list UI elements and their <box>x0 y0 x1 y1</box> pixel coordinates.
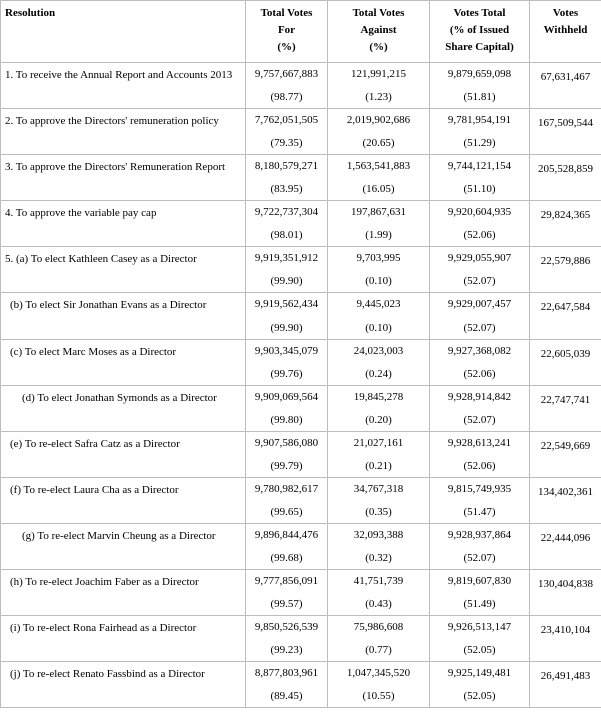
votes-withheld-cell: 167,509,544 <box>530 109 601 155</box>
table-row <box>1 247 601 293</box>
header-votes-against-line1: Total Votes <box>352 7 405 19</box>
votes-withheld-cell: 26,491,483 <box>530 662 601 708</box>
resolution-cell: (g) To re-elect Marvin Cheung as a Director <box>1 523 246 569</box>
votes-against-cell: 75,986,608 (0.77) <box>328 616 430 662</box>
votes-against-cell: 1,047,345,520 (10.55) <box>328 662 430 708</box>
header-votes-for-line3: (%) <box>277 41 296 54</box>
votes-withheld-cell: 23,410,104 <box>530 616 601 662</box>
header-votes-total <box>430 1 530 63</box>
header-row <box>1 1 601 63</box>
table-row <box>1 477 601 523</box>
votes-against-cell: 21,027,161 (0.21) <box>328 431 430 477</box>
votes-total-cell: 9,815,749,935 (51.47) <box>430 477 530 523</box>
votes-for-cell: 9,722,737,304 (98.01) <box>246 201 328 247</box>
table-row <box>1 339 601 385</box>
votes-for-cell: 8,180,579,271 (83.95) <box>246 155 328 201</box>
votes-withheld-cell: 134,402,361 <box>530 477 601 523</box>
votes-for-cell: 9,850,526,539 (99.23) <box>246 616 328 662</box>
votes-against-cell: 34,767,318 (0.35) <box>328 477 430 523</box>
votes-total-cell: 9,929,055,907 (52.07) <box>430 247 530 293</box>
table-row <box>1 63 601 109</box>
votes-total-cell: 9,744,121,154 (51.10) <box>430 155 530 201</box>
votes-total-cell: 9,926,513,147 (52.05) <box>430 616 530 662</box>
header-votes-total-line2: (% of Issued <box>449 24 510 37</box>
votes-withheld-cell: 67,631,467 <box>530 63 601 109</box>
votes-withheld-cell: 22,647,584 <box>530 293 601 339</box>
resolution-cell: (c) To elect Marc Moses as a Director <box>1 339 246 385</box>
header-votes-against <box>328 1 430 63</box>
header-votes-for-line2: For <box>277 24 296 37</box>
votes-total-cell: 9,928,914,842 (52.07) <box>430 385 530 431</box>
votes-for-cell: 8,877,803,961 (89.45) <box>246 662 328 708</box>
votes-against-cell: 9,445,023 (0.10) <box>328 293 430 339</box>
header-votes-withheld <box>530 1 601 63</box>
header-votes-withheld-line1: Votes <box>552 7 579 19</box>
votes-for-cell: 9,909,069,564 (99.80) <box>246 385 328 431</box>
table-row <box>1 523 601 569</box>
votes-against-cell: 1,563,541,883 (16.05) <box>328 155 430 201</box>
votes-for-cell: 9,919,351,912 (99.90) <box>246 247 328 293</box>
header-votes-withheld-line2: Withheld <box>543 24 588 37</box>
resolution-cell: 5. (a) To elect Kathleen Casey as a Director <box>1 247 246 293</box>
resolution-cell: (f) To re-elect Laura Cha as a Director <box>1 477 246 523</box>
resolution-cell: 1. To receive the Annual Report and Accounts 2013 <box>1 63 246 109</box>
table-row <box>1 662 601 708</box>
votes-total-cell: 9,929,007,457 (52.07) <box>430 293 530 339</box>
votes-against-cell: 121,991,215 (1.23) <box>328 63 430 109</box>
votes-total-cell: 9,927,368,082 (52.06) <box>430 339 530 385</box>
votes-against-cell: 2,019,902,686 (20.65) <box>328 109 430 155</box>
header-votes-for <box>246 1 328 63</box>
table-row <box>1 385 601 431</box>
resolution-cell: 4. To approve the variable pay cap <box>1 201 246 247</box>
resolution-cell: (j) To re-elect Renato Fassbind as a Director <box>1 662 246 708</box>
table-row <box>1 109 601 155</box>
votes-for-cell: 9,757,667,883 (98.77) <box>246 63 328 109</box>
header-votes-total-line3: Share Capital) <box>445 41 514 54</box>
votes-total-cell: 9,781,954,191 (51.29) <box>430 109 530 155</box>
header-votes-for-line1: Total Votes <box>260 7 313 19</box>
table-row <box>1 293 601 339</box>
votes-withheld-cell: 22,579,886 <box>530 247 601 293</box>
table-row <box>1 616 601 662</box>
table-row <box>1 155 601 201</box>
votes-against-cell: 19,845,278 (0.20) <box>328 385 430 431</box>
votes-total-cell: 9,819,607,830 (51.49) <box>430 570 530 616</box>
table-row <box>1 201 601 247</box>
votes-withheld-cell: 22,605,039 <box>530 339 601 385</box>
votes-for-cell: 9,896,844,476 (99.68) <box>246 523 328 569</box>
table-row <box>1 570 601 616</box>
votes-total-cell: 9,925,149,481 (52.05) <box>430 662 530 708</box>
votes-for-cell: 9,903,345,079 (99.76) <box>246 339 328 385</box>
votes-withheld-cell: 22,549,669 <box>530 431 601 477</box>
resolution-cell: (b) To elect Sir Jonathan Evans as a Director <box>1 293 246 339</box>
votes-withheld-cell: 205,528,859 <box>530 155 601 201</box>
votes-withheld-cell: 22,747,741 <box>530 385 601 431</box>
votes-against-cell: 41,751,739 (0.43) <box>328 570 430 616</box>
resolution-cell: (d) To elect Jonathan Symonds as a Director <box>1 385 246 431</box>
votes-total-cell: 9,879,659,098 (51.81) <box>430 63 530 109</box>
resolution-cell: 3. To approve the Directors' Remuneration Report <box>1 155 246 201</box>
votes-against-cell: 9,703,995 (0.10) <box>328 247 430 293</box>
votes-for-cell: 9,919,562,434 (99.90) <box>246 293 328 339</box>
votes-for-cell: 9,907,586,080 (99.79) <box>246 431 328 477</box>
resolution-cell: (i) To re-elect Rona Fairhead as a Director <box>1 616 246 662</box>
table-row <box>1 431 601 477</box>
votes-against-cell: 32,093,388 (0.32) <box>328 523 430 569</box>
votes-for-cell: 9,780,982,617 (99.65) <box>246 477 328 523</box>
header-resolution: Resolution <box>1 1 246 63</box>
votes-withheld-cell: 29,824,365 <box>530 201 601 247</box>
votes-total-cell: 9,928,613,241 (52.06) <box>430 431 530 477</box>
votes-for-cell: 7,762,051,505 (79.35) <box>246 109 328 155</box>
votes-withheld-cell: 22,444,096 <box>530 523 601 569</box>
votes-against-cell: 24,023,003 (0.24) <box>328 339 430 385</box>
votes-total-cell: 9,920,604,935 (52.06) <box>430 201 530 247</box>
resolution-cell: 2. To approve the Directors' remuneration policy <box>1 109 246 155</box>
resolution-cell: (h) To re-elect Joachim Faber as a Director <box>1 570 246 616</box>
resolution-cell: (e) To re-elect Safra Catz as a Director <box>1 431 246 477</box>
votes-total-cell: 9,928,937,864 (52.07) <box>430 523 530 569</box>
votes-withheld-cell: 130,404,838 <box>530 570 601 616</box>
header-votes-against-line3: (%) <box>369 41 388 54</box>
header-votes-against-line2: Against <box>360 24 397 37</box>
votes-for-cell: 9,777,856,091 (99.57) <box>246 570 328 616</box>
votes-against-cell: 197,867,631 (1.99) <box>328 201 430 247</box>
header-votes-total-line1: Votes Total <box>453 7 506 19</box>
